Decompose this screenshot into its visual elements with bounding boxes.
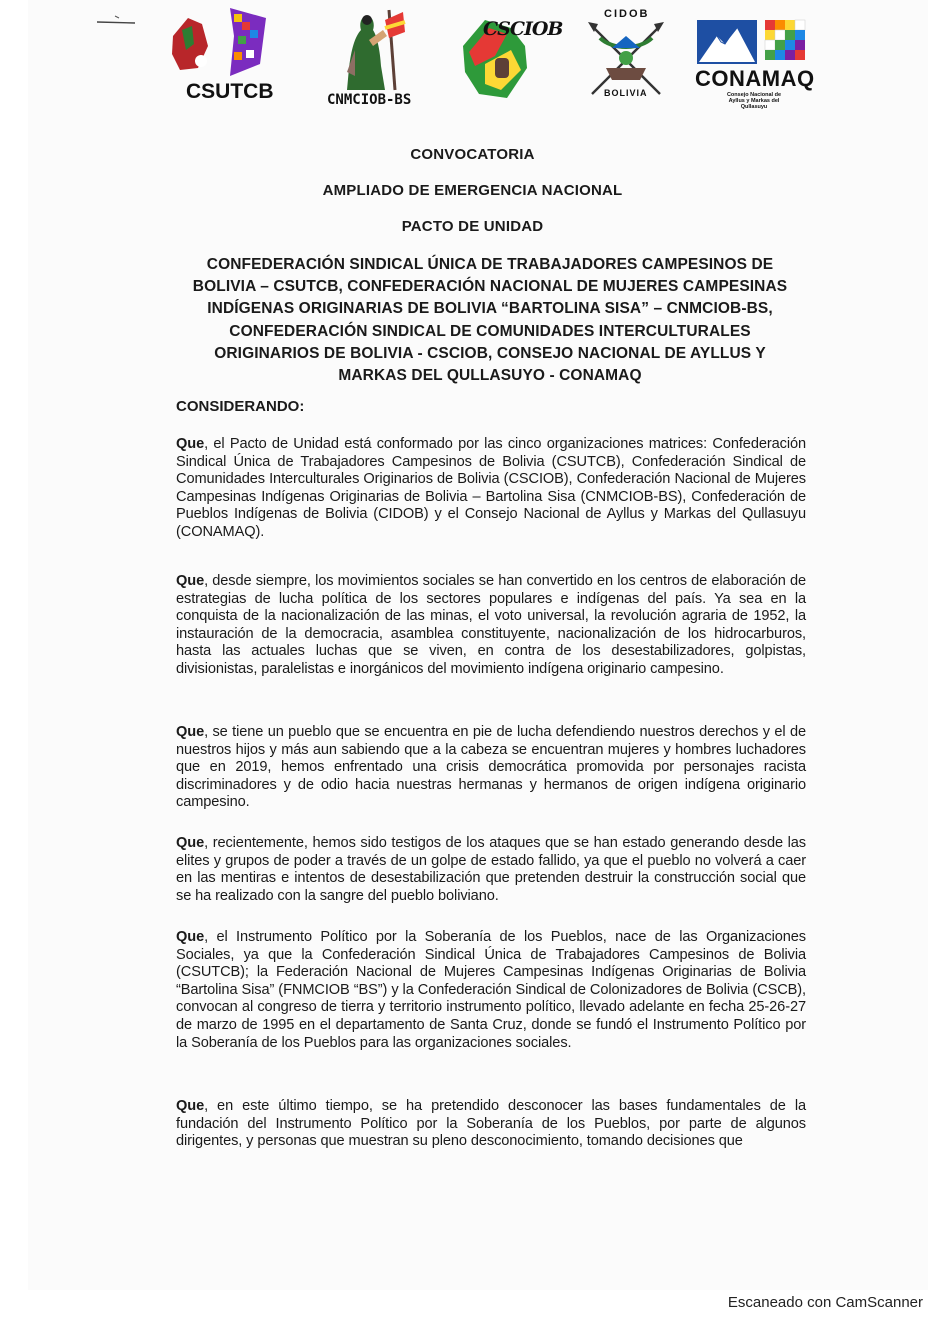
logo-cnmciob-bs: [325, 6, 415, 108]
logo-csutcb: [168, 6, 293, 103]
logo-conamaq: [695, 6, 820, 110]
logo-label-csutcb: CSUTCB: [186, 80, 274, 103]
considerando-heading: CONSIDERANDO:: [176, 398, 305, 415]
logo-csciob: [455, 6, 563, 106]
organizations-title: [150, 254, 830, 387]
paragraph-3: [176, 724, 806, 812]
paragraph-text: , el Pacto de Unidad está conformado por las cinco organizaciones matrices: Confederación Sindical Única de Trabajadores Campesinos de Bolivia (CSUTCB), Confederación Sindical de Comunidades Interculturales Originarios de Bolivia (CSCIOB), Confederación Nacional de Mujeres Campesinas Indígenas Originarias de Bolivia – Bartolina Sisa (CNMCIOB-BS), Confederación de Pueblos Indígenas de Bolivia (CIDOB) y el Consejo Nacional de Ayllus y Markas del Qullasuyu (CONAMAQ).: [176, 436, 806, 540]
org-title-line: ORIGINARIOS DE BOLIVIA - CSCIOB, CONSEJO NACIONAL DE AYLLUS Y: [214, 344, 766, 362]
paragraph-2: [176, 573, 806, 679]
logo-cidob: [582, 6, 670, 106]
paragraph-text: , se tiene un pueblo que se encuentra en pie de lucha defendiendo nuestros derechos y el de nuestros hijos y más aun sabiendo que a la cabeza se encuentran mujeres y hombres luchadores que en 2019, hemos enfrentado una crisis democrática promovida por personajes racista discriminadores y de odio hacia nuestras hermanas y hermanos de origen indígena originario campesino.: [176, 724, 806, 811]
logo-label-conamaq: CONAMAQ: [695, 66, 815, 91]
paragraph-text: , el Instrumento Político por la Soberanía de los Pueblos, nace de las Organizaciones Sociales, ya que la Confederación Sindical Única de Trabajadores Campesinos de Bolivia (CSUTCB); la Federación Nacional de Mujeres Campesinas Indígenas Originarias de Bolivia “Bartolina Sisa” (FNMCIOB “BS”) y la Confederación Sindical de Colonizadores de Bolivia (CSCB), convocan al congreso de tierra y territorio instrumento político, llevado adelante en fecha 25-26-27 de marzo de 1995 en el departamento de Santa Cruz, donde se fundó el Instrumento Político por la Soberanía de los Pueblos para las organizaciones sociales.: [176, 929, 806, 1051]
paragraph-text: , desde siempre, los movimientos sociales se han convertido en los centros de elaboración de estrategias de lucha política de los sectores populares e indígenas del país. Ya sea en la conquista de la nacionalización de las minas, el voto universal, la revolución agraria de 1952, la instauración de la democracia, asamblea constituyente, nacionalización de los hidrocarburos, hasta las actuales luchas que se viven, en contra de los desestabilizadores, golpistas, divisionistas, paralelistas e inorgánicos del movimiento indígena originario campesino.: [176, 573, 806, 677]
paragraph-lead: Que: [176, 436, 205, 452]
paragraph-text: , en este último tiempo, se ha pretendido desconocer las bases fundamentales de la fundación del Instrumento Político por la Soberanía de los Pueblos, por parte de algunos dirigentes, y personas que muestran su pleno desconocimiento, tomando decisiones que: [176, 1098, 806, 1150]
bolivia-map-wiphala-icon: [168, 6, 293, 86]
logo-label-csciob: CSCIOB: [483, 18, 563, 40]
paragraph-lead: Que: [176, 929, 205, 945]
paragraph-6: [176, 1098, 806, 1151]
org-title-line: CONFEDERACIÓN SINDICAL DE COMUNIDADES INTERCULTURALES: [229, 322, 751, 340]
paragraph-lead: Que: [176, 835, 205, 851]
logo-label-cidob-bolivia: BOLIVIA: [604, 88, 648, 98]
org-title-line: BOLIVIA – CSUTCB, CONFEDERACIÓN NACIONAL DE MUJERES CAMPESINAS: [192, 278, 788, 296]
camscanner-watermark: Escaneado con CamScanner: [727, 1294, 923, 1311]
paragraph-4: [176, 835, 806, 905]
paragraph-5: [176, 929, 806, 1052]
logo-sublabel-conamaq: Consejo Nacional de Ayllus y Markas del Qullasuyu: [726, 92, 782, 110]
logo-label-cidob: CIDOB: [604, 8, 650, 20]
logo-label-cnmciob-bs: CNMCIOB-BS: [327, 92, 412, 108]
logo-bar: [0, 6, 945, 116]
heading-ampliado: AMPLIADO DE EMERGENCIA NACIONAL: [322, 182, 623, 199]
org-title-line: CONFEDERACIÓN SINDICAL ÚNICA DE TRABAJADORES CAMPESINOS DE: [206, 256, 774, 273]
bartolina-sisa-figure-icon: [325, 6, 415, 94]
org-title-line: INDÍGENAS ORIGINARIAS DE BOLIVIA “BARTOLINA SISA” – CNMCIOB-BS,: [207, 300, 773, 318]
paragraph-lead: Que: [176, 1098, 205, 1114]
mountain-wiphala-icon: [695, 6, 820, 68]
heading-pacto: PACTO DE UNIDAD: [401, 218, 544, 235]
org-title-line: MARKAS DEL QULLASUYO - CONAMAQ: [338, 367, 642, 385]
paragraph-text: , recientemente, hemos sido testigos de los ataques que se han estado generando desde las elites y grupos de poder a través de un golpe de estado fallido, ya que el pueblo no volverá a caer en las mentiras e intentos de desestabilización que pretenden destruir la construcción social que se ha realizado con la sangre del pueblo boliviano.: [176, 835, 806, 904]
paragraph-lead: Que: [176, 573, 205, 589]
heading-convocatoria: CONVOCATORIA: [410, 146, 535, 163]
paragraph-lead: Que: [176, 724, 205, 740]
paragraph-1: [176, 436, 806, 542]
